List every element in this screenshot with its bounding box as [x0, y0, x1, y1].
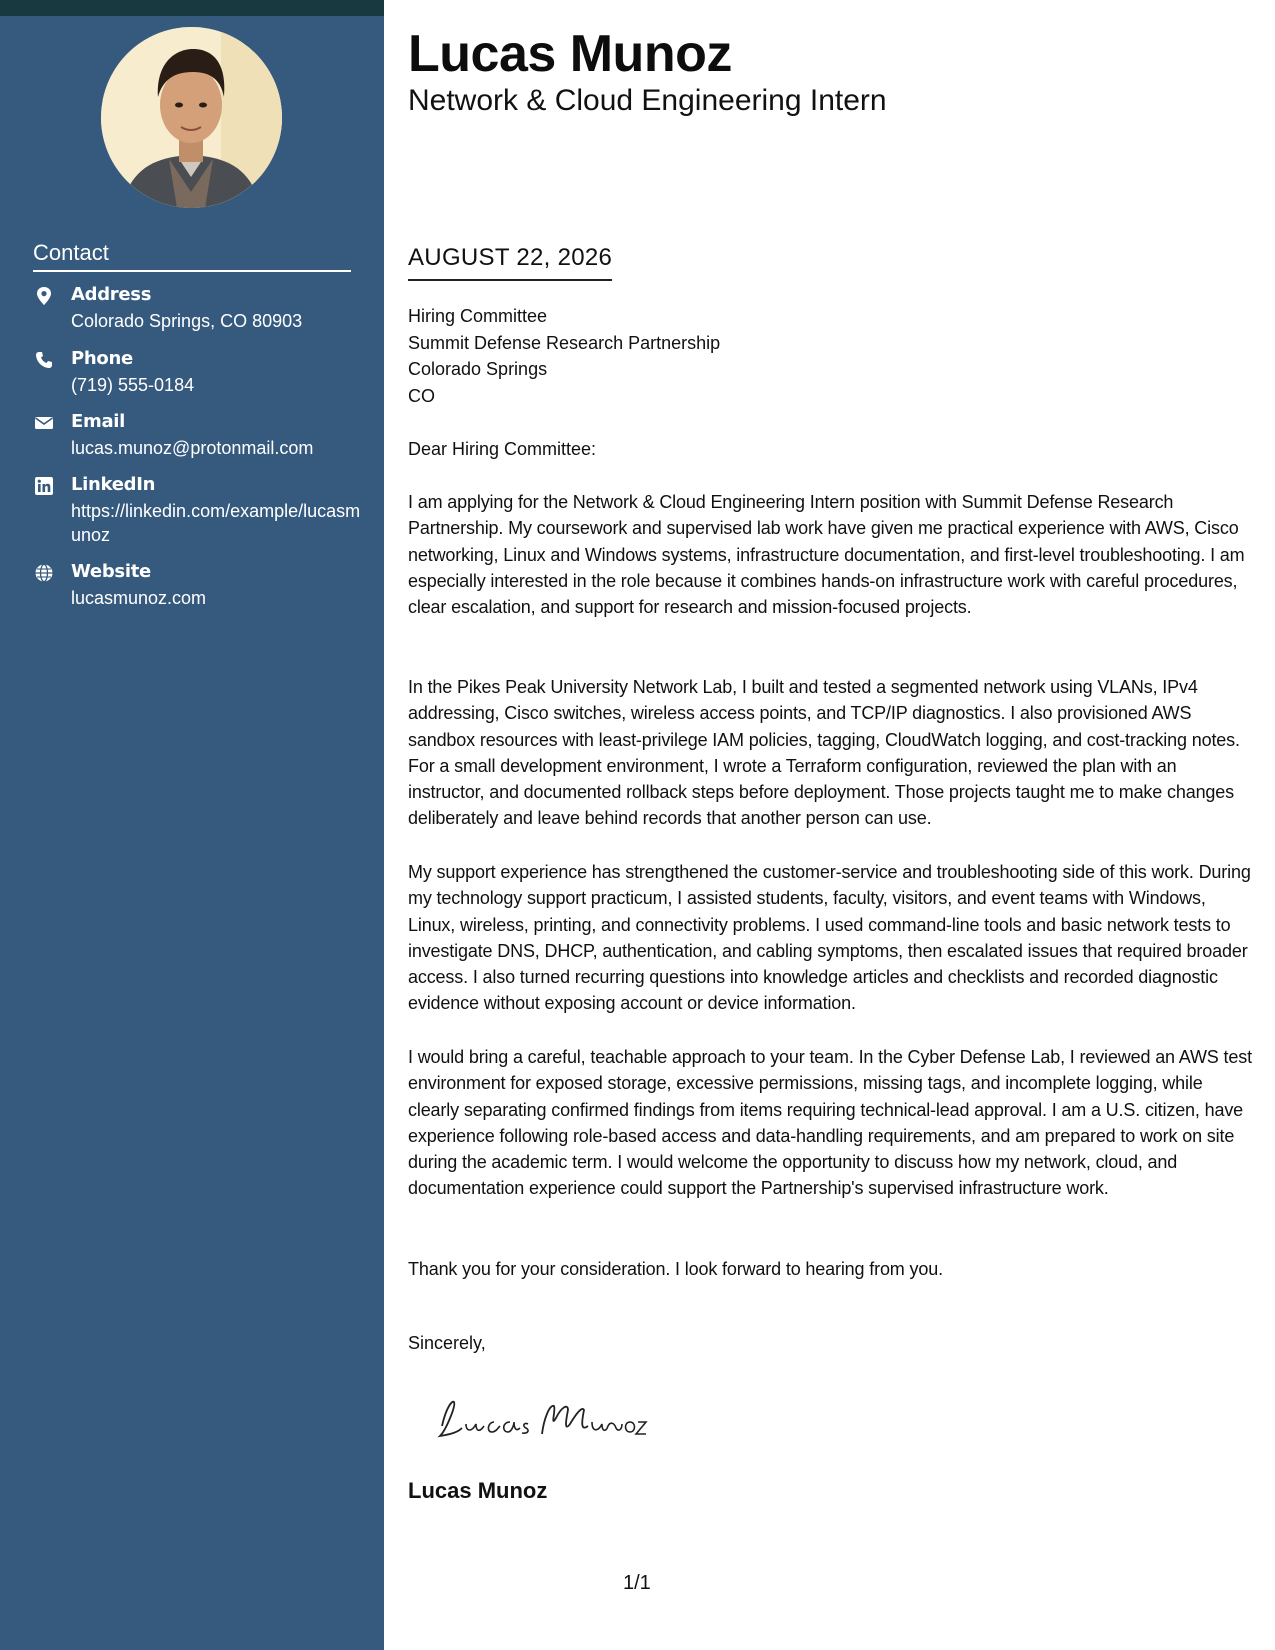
greeting: Dear Hiring Committee:	[408, 439, 597, 459]
email-value[interactable]: lucas.munoz@protonmail.com	[71, 438, 314, 458]
linkedin-icon	[35, 477, 53, 495]
recipient-block	[408, 303, 720, 409]
address-value: Colorado Springs, CO 80903	[71, 311, 303, 331]
recipient-line: CO	[408, 385, 435, 406]
globe-icon	[35, 564, 53, 582]
signed-name: Lucas Munoz	[408, 1478, 548, 1503]
contact-label: Address	[71, 284, 152, 305]
contact-label: LinkedIn	[71, 474, 156, 495]
linkedin-value[interactable]: https://linkedin.com/example/lucasmunoz	[71, 501, 361, 545]
sidebar-top-bar	[0, 0, 384, 16]
applicant-title: Network & Cloud Engineering Intern	[408, 84, 887, 117]
page-number: 1/1	[623, 1572, 651, 1594]
contact-label: Website	[71, 561, 151, 582]
closing: Sincerely,	[408, 1333, 486, 1353]
paragraph: In the Pikes Peak University Network Lab, I built and tested a segmented network using VLANs, IPv4 addressing, Cisco switches, wireless access points, and TCP/IP diagnostics. I also provisioned AWS sandbox resources with least-privilege IAM policies, tagging, CloudWatch logging, and cost-tracking notes. For a small development environment, I wrote a Terraform configuration, reviewed the plan with an instructor, and documented rollback steps before deployment. Those projects taught me to make changes deliberately and leave behind records that another person can use.	[408, 677, 1240, 829]
signature	[432, 1388, 652, 1448]
recipient-line: Colorado Springs	[408, 359, 548, 379]
applicant-name: Lucas Munoz	[408, 25, 732, 83]
avatar	[101, 27, 282, 208]
map-pin-icon	[35, 287, 53, 305]
recipient-line: Summit Defense Research Partnership	[408, 332, 721, 353]
contact-label: Email	[71, 411, 126, 432]
paragraph: I would bring a careful, teachable approach to your team. In the Cyber Defense Lab, I reviewed an AWS test environment for exposed storage, excessive permissions, missing tags, and incomplete logging, while clearly separating confirmed findings from items requiring technical-lead approval. I am a U.S. citizen, have experience following role-based access and data-handling requirements, and am prepared to work on site during the academic term. I would welcome the opportunity to discuss how my network, cloud, and documentation experience could support the Partnership's supervised infrastructure work.	[408, 1047, 1252, 1199]
website-value[interactable]: lucasmunoz.com	[71, 588, 207, 608]
letter-date: AUGUST 22, 2026	[408, 244, 612, 281]
phone-value: (719) 555-0184	[71, 375, 195, 395]
contact-label: Phone	[71, 348, 133, 369]
paragraph: I am applying for the Network & Cloud Engineering Intern position with Summit Defense Research Partnership. My coursework and supervised lab work have given me practical experience with AWS, Cisco networking, Linux and Windows systems, infrastructure documentation, and first-level troubleshooting. I am especially interested in the role because it combines hands-on infrastructure work with careful procedures, clear escalation, and support for research and mission-focused projects.	[408, 492, 1245, 618]
paragraph: Thank you for your consideration. I look forward to hearing from you.	[408, 1259, 943, 1279]
recipient-line: Hiring Committee	[408, 306, 548, 326]
paragraph: My support experience has strengthened the customer-service and troubleshooting side of this work. During my technology support practicum, I assisted students, faculty, visitors, and event teams with Windows, Linux, wireless, printing, and connectivity problems. I used command-line tools and basic network tests to investigate DNS, DHCP, authentication, and cabling symptoms, then escalated issues that required broader access. I also turned recurring questions into knowledge articles and checklists and recorded diagnostic evidence without exposing account or device information.	[408, 862, 1251, 1014]
contact-heading: Contact	[33, 240, 351, 272]
sidebar	[0, 0, 384, 1650]
envelope-icon	[35, 414, 53, 432]
phone-icon	[35, 351, 53, 369]
